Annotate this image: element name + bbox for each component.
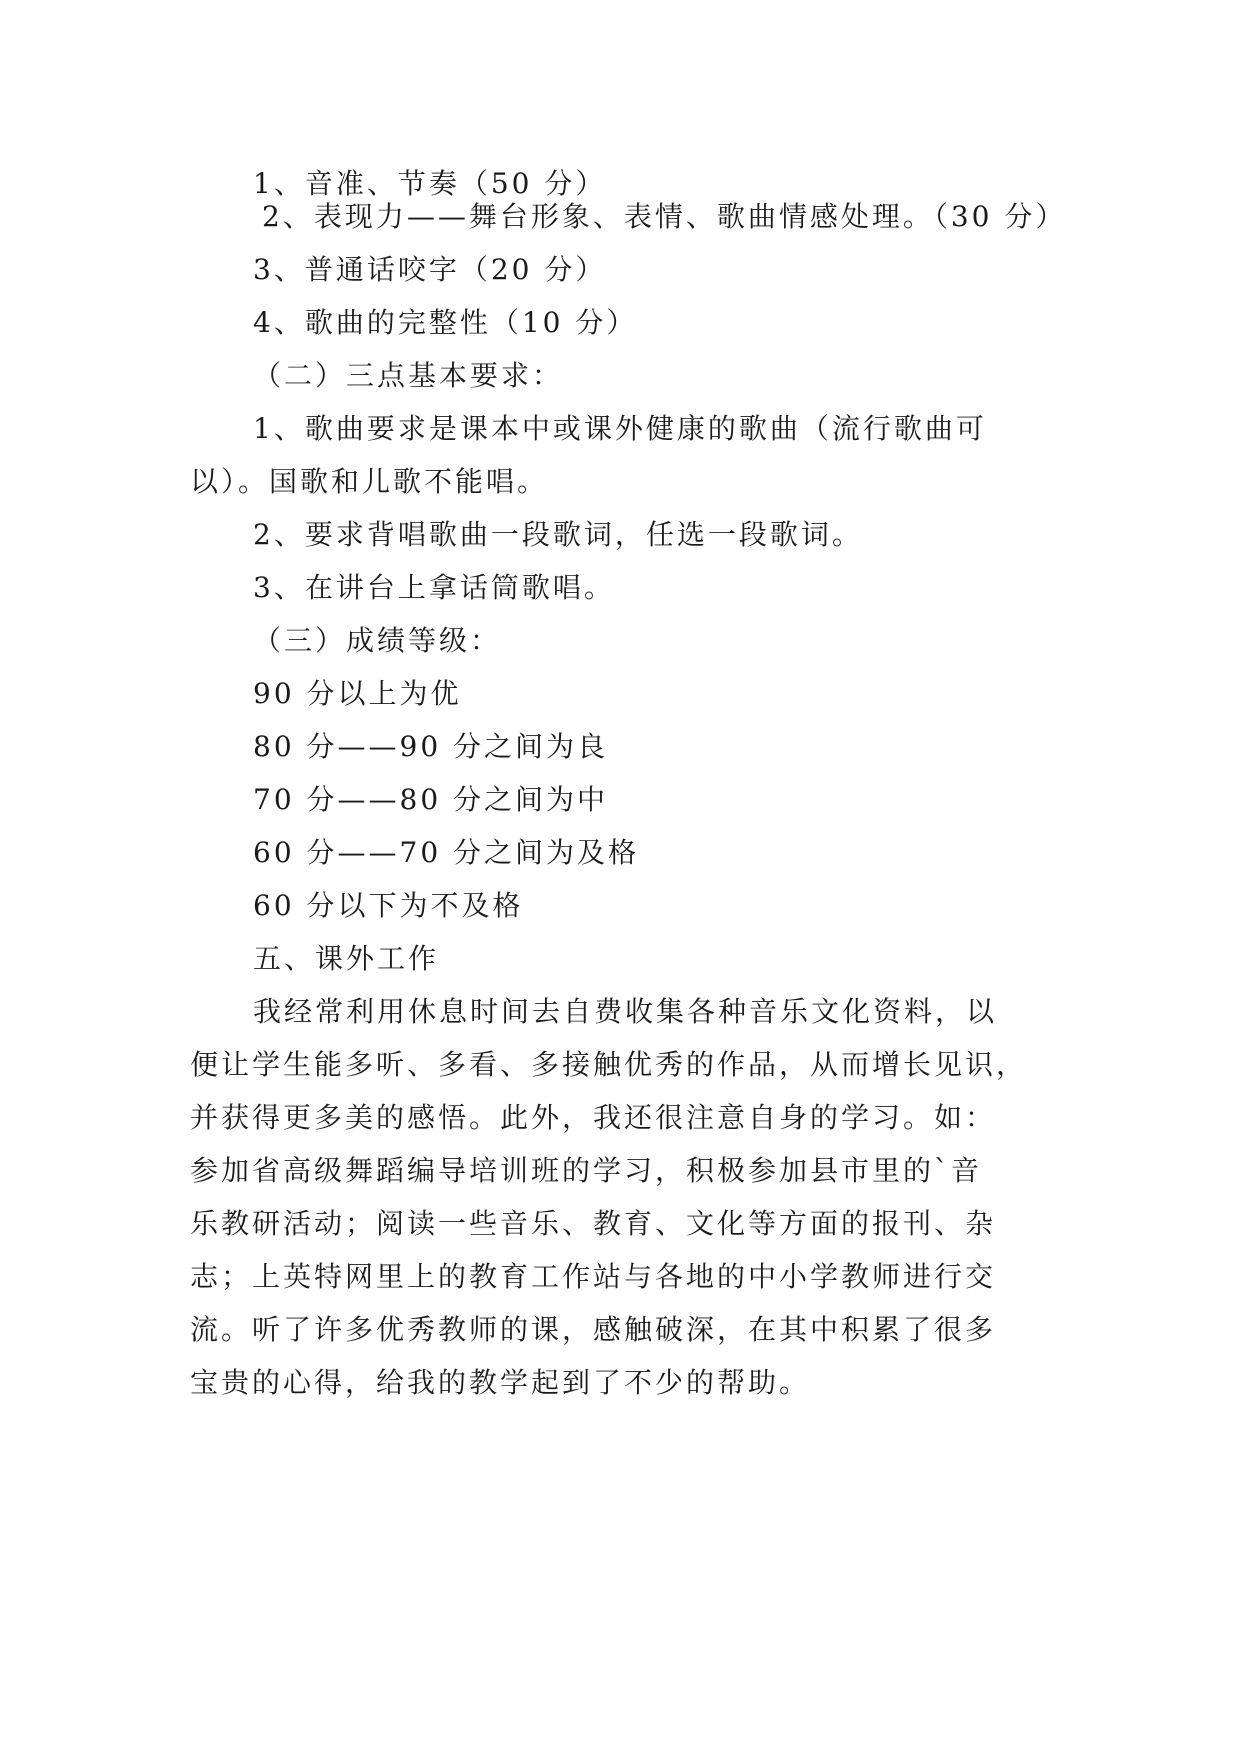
grade-pass: 60 分——70 分之间为及格 <box>253 836 640 869</box>
scoring-item-completeness: 4、歌曲的完整性（10 分） <box>253 306 638 339</box>
paragraph-line-3: 并获得更多美的感悟。此外，我还很注意自身的学习。如： <box>190 1101 997 1134</box>
paragraph-line-7: 流。听了许多优秀教师的课，感触破深，在其中积累了很多 <box>190 1313 997 1346</box>
grade-good: 80 分——90 分之间为良 <box>253 730 609 763</box>
requirement-item-2: 2、要求背唱歌曲一段歌词，任选一段歌词。 <box>253 518 863 551</box>
grade-fail: 60 分以下为不及格 <box>253 889 524 922</box>
scoring-item-pronunciation: 3、普通话咬字（20 分） <box>253 253 607 286</box>
scoring-item-expressiveness: 2、表现力——舞台形象、表情、歌曲情感处理。（30 分） <box>262 200 1067 233</box>
requirement-item-3: 3、在讲台上拿话筒歌唱。 <box>253 571 615 604</box>
scoring-item-pitch-rhythm: 1、音准、节奏（50 分） <box>253 167 607 200</box>
section-heading-grade-levels: （三）成绩等级： <box>253 624 502 657</box>
paragraph-line-8: 宝贵的心得，给我的教学起到了不少的帮助。 <box>190 1366 811 1399</box>
paragraph-line-6: 志；上英特网里上的教育工作站与各地的中小学教师进行交 <box>190 1260 997 1293</box>
section-heading-extracurricular: 五、课外工作 <box>253 942 440 975</box>
paragraph-line-1: 我经常利用休息时间去自费收集各种音乐文化资料，以 <box>253 995 998 1028</box>
paragraph-line-2: 便让学生能多听、多看、多接触优秀的作品，从而增长见识， <box>190 1048 1028 1081</box>
paragraph-line-4: 参加省高级舞蹈编导培训班的学习，积极参加县市里的`音 <box>190 1154 983 1187</box>
section-heading-basic-requirements: （二）三点基本要求： <box>253 359 564 392</box>
grade-excellent: 90 分以上为优 <box>253 677 462 710</box>
grade-medium: 70 分——80 分之间为中 <box>253 783 609 816</box>
requirement-item-1: 1、歌曲要求是课本中或课外健康的歌曲（流行歌曲可 <box>253 412 987 445</box>
requirement-item-1-continued: 以）。国歌和儿歌不能唱。 <box>190 465 549 498</box>
paragraph-line-5: 乐教研活动；阅读一些音乐、教育、文化等方面的报刊、杂 <box>190 1207 997 1240</box>
